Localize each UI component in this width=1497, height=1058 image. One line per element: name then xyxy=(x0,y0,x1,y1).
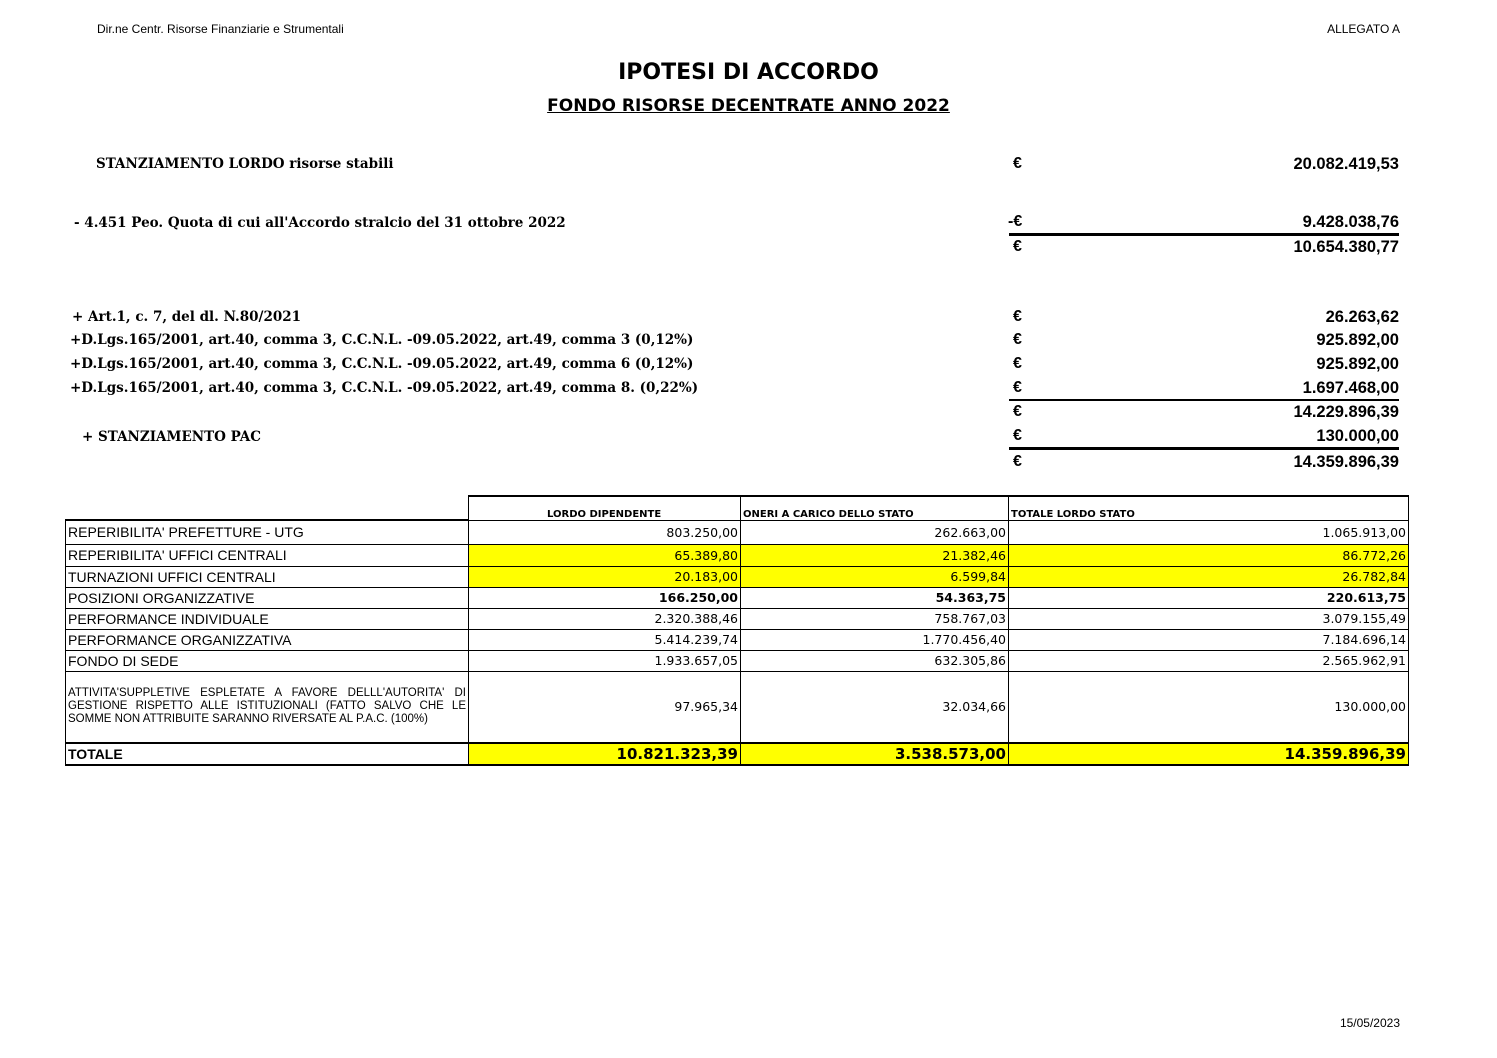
art1-label: + Art.1, c. 7, del dl. N.80/2021 xyxy=(72,309,302,325)
subtotal2-currency: € xyxy=(1013,403,1022,420)
header-lordo-dipendente: LORDO DIPENDENTE xyxy=(469,496,741,520)
header-empty-cell xyxy=(66,496,469,520)
row-name: POSIZIONI ORGANIZZATIVE xyxy=(66,587,469,608)
row-totale: 3.079.155,49 xyxy=(1009,608,1409,629)
row-name: FONDO DI SEDE xyxy=(66,650,469,671)
row-lordo: 97.965,34 xyxy=(469,671,741,743)
row-totale: 7.184.696,14 xyxy=(1009,629,1409,650)
row-totale: 130.000,00 xyxy=(1009,671,1409,743)
header-totale-lordo: TOTALE LORDO STATO xyxy=(1009,496,1409,520)
total-amount: 14.359.896,39 xyxy=(1293,453,1399,471)
subtotal1-amount: 10.654.380,77 xyxy=(1293,238,1399,256)
table-row xyxy=(66,671,1409,743)
pac-amount: 130.000,00 xyxy=(1316,427,1399,445)
footer-date: 15/05/2023 xyxy=(1339,1016,1400,1030)
row-oneri: 54.363,75 xyxy=(741,587,1009,608)
row-name: REPERIBILITA' PREFETTURE - UTG xyxy=(66,520,469,544)
row-name: PERFORMANCE ORGANIZZATIVA xyxy=(66,629,469,650)
comma6-currency: € xyxy=(1013,355,1022,372)
row-totale: 220.613,75 xyxy=(1009,587,1409,608)
table-row xyxy=(66,587,1409,608)
art1-amount: 26.263,62 xyxy=(1325,308,1399,326)
row-oneri: 262.663,00 xyxy=(741,520,1009,544)
stanziamento-currency: € xyxy=(1013,155,1022,172)
quota-label: - 4.451 Peo. Quota di cui all'Accordo stralcio del 31 ottobre 2022 xyxy=(74,215,566,231)
total-row-label: TOTALE xyxy=(66,743,469,765)
comma8-label: +D.Lgs.165/2001, art.40, comma 3, C.C.N.L. -09.05.2022, art.49, comma 8. (0,22%) xyxy=(70,380,699,396)
row-name: PERFORMANCE INDIVIDUALE xyxy=(66,608,469,629)
breakdown-table xyxy=(65,495,1409,766)
subtotal-rule-2 xyxy=(1009,399,1399,401)
table-header-row xyxy=(66,496,1409,520)
row-lordo: 166.250,00 xyxy=(469,587,741,608)
page-subtitle: FONDO RISORSE DECENTRATE ANNO 2022 xyxy=(547,96,950,116)
quota-amount: 9.428.038,76 xyxy=(1302,213,1399,231)
row-name: ATTIVITA'SUPPLETIVE ESPLETATE A FAVORE DELLL'AUTORITA' DI GESTIONE RISPETTO ALLE ISTITUZIONALI (FATTO SALVO CHE LE SOMME NON ATTRIBUITE SARANNO RIVERSATE AL P.A.C. (100%) xyxy=(66,671,469,743)
row-totale: 2.565.962,91 xyxy=(1009,650,1409,671)
comma3-label: +D.Lgs.165/2001, art.40, comma 3, C.C.N.L. -09.05.2022, art.49, comma 3 (0,12%) xyxy=(70,332,694,348)
row-lordo: 65.389,80 xyxy=(469,544,741,566)
row-oneri: 21.382,46 xyxy=(741,544,1009,566)
row-totale: 86.772,26 xyxy=(1009,544,1409,566)
department-header: Dir.ne Centr. Risorse Finanziarie e Strumentali xyxy=(97,22,344,36)
comma6-amount: 925.892,00 xyxy=(1316,355,1399,373)
header-oneri: ONERI A CARICO DELLO STATO xyxy=(741,496,1009,520)
comma6-label: +D.Lgs.165/2001, art.40, comma 3, C.C.N.L. -09.05.2022, art.49, comma 6 (0,12%) xyxy=(70,356,694,372)
table-row xyxy=(66,544,1409,566)
attachment-label: ALLEGATO A xyxy=(1327,22,1400,36)
row-oneri: 632.305,86 xyxy=(741,650,1009,671)
art1-currency: € xyxy=(1013,308,1022,325)
pac-currency: € xyxy=(1013,427,1022,444)
total-currency: € xyxy=(1013,453,1022,470)
row-name: REPERIBILITA' UFFICI CENTRALI xyxy=(66,544,469,566)
comma8-amount: 1.697.468,00 xyxy=(1302,379,1399,397)
table-row xyxy=(66,520,1409,544)
pac-label: + STANZIAMENTO PAC xyxy=(82,429,261,445)
total-oneri: 3.538.573,00 xyxy=(741,743,1009,765)
subtotal-rule-1 xyxy=(1009,233,1399,236)
page-title: IPOTESI DI ACCORDO xyxy=(618,60,879,85)
subtotal2-amount: 14.229.896,39 xyxy=(1293,403,1399,421)
total-totale: 14.359.896,39 xyxy=(1009,743,1409,765)
quota-currency: -€ xyxy=(1008,213,1023,230)
row-lordo: 1.933.657,05 xyxy=(469,650,741,671)
comma3-amount: 925.892,00 xyxy=(1316,331,1399,349)
row-lordo: 2.320.388,46 xyxy=(469,608,741,629)
total-lordo: 10.821.323,39 xyxy=(469,743,741,765)
row-lordo: 5.414.239,74 xyxy=(469,629,741,650)
row-name: TURNAZIONI UFFICI CENTRALI xyxy=(66,566,469,587)
table-row xyxy=(66,650,1409,671)
table-row xyxy=(66,566,1409,587)
stanziamento-label: STANZIAMENTO LORDO risorse stabili xyxy=(96,156,394,172)
row-oneri: 758.767,03 xyxy=(741,608,1009,629)
row-oneri: 1.770.456,40 xyxy=(741,629,1009,650)
subtotal1-currency: € xyxy=(1013,238,1022,255)
row-totale: 26.782,84 xyxy=(1009,566,1409,587)
row-lordo: 20.183,00 xyxy=(469,566,741,587)
row-lordo: 803.250,00 xyxy=(469,520,741,544)
comma3-currency: € xyxy=(1013,331,1022,348)
total-row xyxy=(66,743,1409,765)
row-oneri: 32.034,66 xyxy=(741,671,1009,743)
table-row xyxy=(66,629,1409,650)
comma8-currency: € xyxy=(1013,379,1022,396)
total-rule xyxy=(1009,447,1399,450)
row-oneri: 6.599,84 xyxy=(741,566,1009,587)
table-row xyxy=(66,608,1409,629)
stanziamento-amount: 20.082.419,53 xyxy=(1293,155,1399,173)
row-totale: 1.065.913,00 xyxy=(1009,520,1409,544)
